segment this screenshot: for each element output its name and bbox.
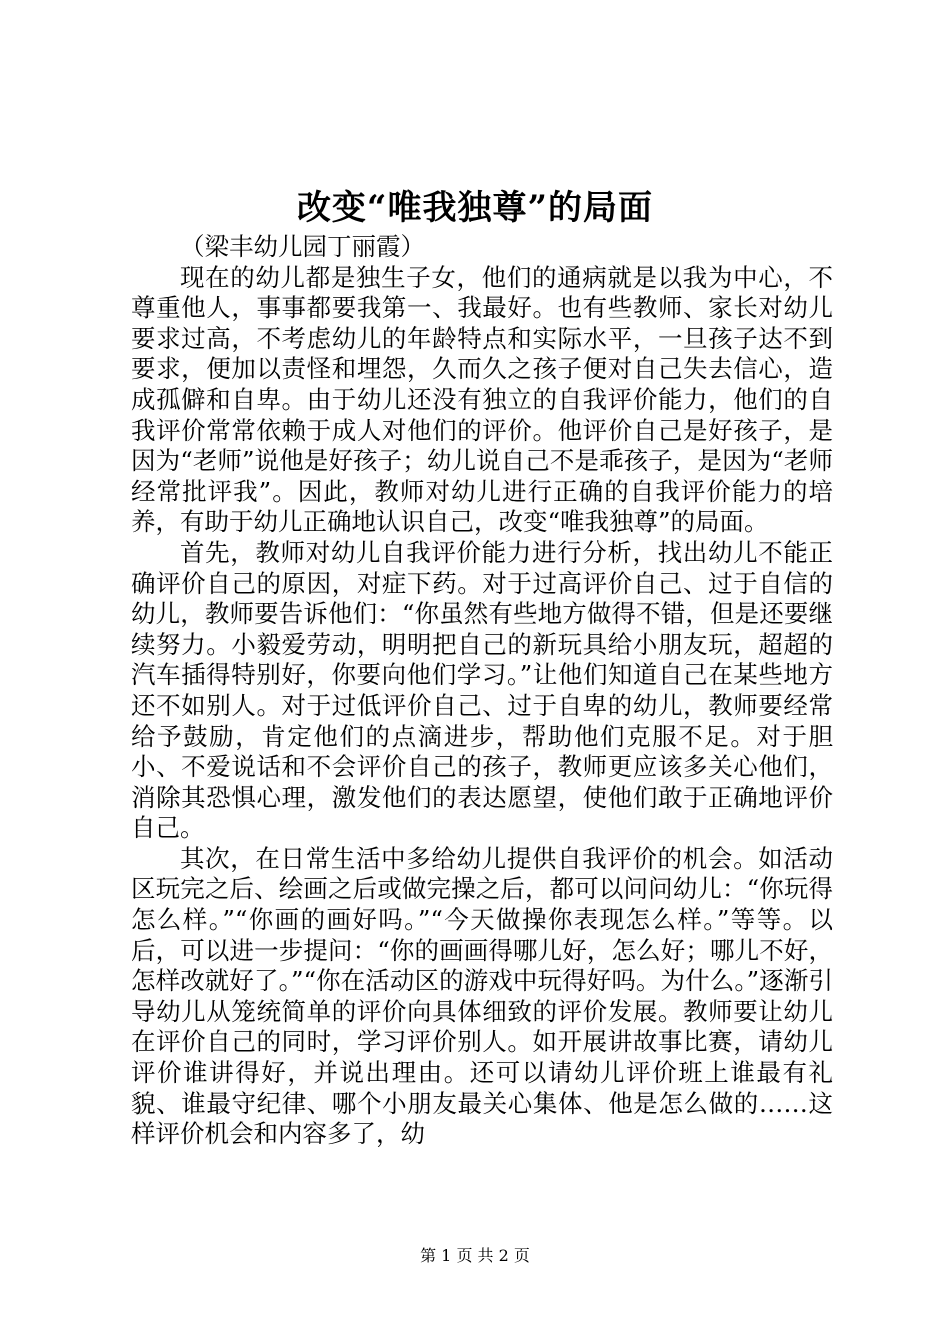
paragraph-1: 现在的幼儿都是独生子女，他们的通病就是以我为中心，不尊重他人，事事都要我第一、我最好。也有些教师、家长对幼儿要求过高，不考虑幼儿的年龄特点和实际水平，一旦孩子达不到要求，便加以责怪和埋怨，久而久之孩子便对自己失去信心，造成孤僻和自卑。由于幼儿还没有独立的自我评价能力，他们的自我评价常常依赖于成人对他们的评价。他评价自己是好孩子，是因为“老师”说他是好孩子；幼儿说自己不是乖孩子，是因为“老师经常批评我”。因此，教师对幼儿进行正确的自我评价能力的培养，有助于幼儿正确地认识自己，改变“唯我独尊”的局面。: [131, 262, 833, 537]
page-number-footer: 第 1 页 共 2 页: [420, 1246, 530, 1265]
document-body: [131, 232, 833, 1150]
author-line: （梁丰幼儿园丁丽霞）: [180, 232, 425, 261]
paragraph-3: 其次，在日常生活中多给幼儿提供自我评价的机会。如活动区玩完之后、绘画之后或做完操之后，都可以问问幼儿：“你玩得怎么样。”“你画的画好吗。”“今天做操你表现怎么样。”等等。以后，可以进一步提问：“你的画画得哪儿好，怎么好；哪儿不好，怎样改就好了。”“你在活动区的游戏中玩得好吗。为什么。”逐渐引导幼儿从笼统简单的评价向具体细致的评价发展。教师要让幼儿在评价自己的同时，学习评价别人。如开展讲故事比赛，请幼儿评价谁讲得好，并说出理由。还可以请幼儿评价班上谁最有礼貌、谁最守纪律、哪个小朋友最关心集体、他是怎么做的……这样评价机会和内容多了，幼: [131, 843, 833, 1149]
document-title: 改变“唯我独尊”的局面: [296, 188, 654, 228]
paragraph-2: 首先，教师对幼儿自我评价能力进行分析，找出幼儿不能正确评价自己的原因，对症下药。对于过高评价自己、过于自信的幼儿，教师要告诉他们：“你虽然有些地方做得不错，但是还要继续努力。小毅爱劳动，明明把自己的新玩具给小朋友玩，超超的汽车插得特别好，你要向他们学习。”让他们知道自己在某些地方还不如别人。对于过低评价自己、过于自卑的幼儿，教师要经常给予鼓励，肯定他们的点滴进步，帮助他们克服不足。对于胆小、不爱说话和不会评价自己的孩子，教师更应该多关心他们，消除其恐惧心理，激发他们的表达愿望，使他们敢于正确地评价自己。: [131, 537, 833, 843]
